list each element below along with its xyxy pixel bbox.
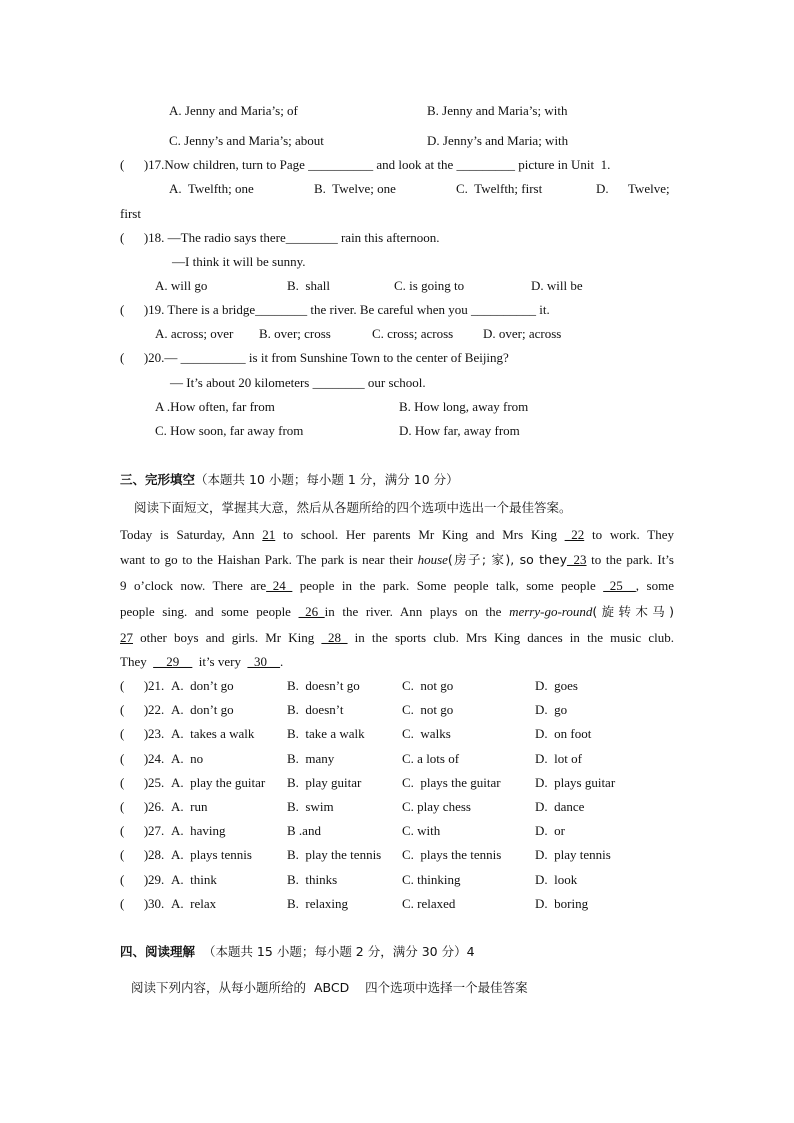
q17-option-d-cont: first	[120, 206, 141, 221]
blank-30: _30__	[247, 654, 280, 669]
blank-25: _25__	[603, 578, 636, 593]
blank: _________	[456, 157, 516, 172]
answer-paren: ( )	[120, 847, 149, 863]
cloze-option-c: C. relaxed	[402, 895, 456, 911]
cloze-option-b: B. doesn’t	[287, 702, 344, 718]
blank: __________	[180, 350, 246, 365]
answer-paren: ( )	[120, 823, 149, 839]
q19-option-a: A. across; over	[155, 326, 234, 341]
passage-line-5: 27 other boys and girls. Mr King _28_ in the sports club. Mrs King dances in the music club.	[120, 630, 674, 645]
q19-option-d: D. over; across	[483, 326, 562, 341]
cloze-option-a: A. having	[171, 823, 226, 839]
cloze-option-c: C. plays the guitar	[402, 774, 501, 790]
cloze-option-b: B. take a walk	[287, 726, 365, 742]
q18-option-d: D. will be	[531, 278, 583, 293]
question-number: 25.	[148, 774, 165, 790]
q18-reply: —I think it will be sunny.	[172, 254, 306, 269]
q18-option-a: A. will go	[155, 278, 208, 293]
question-number: 27.	[148, 823, 165, 839]
cloze-option-b: B. play the tennis	[287, 847, 382, 863]
cloze-option-b: B. relaxing	[287, 895, 349, 911]
passage-line-4: people sing. and some people _26_in the river. Ann plays on the merry-go-round(旋转木马)	[120, 604, 674, 619]
q20-reply: — It’s about 20 kilometers ________ our school.	[170, 375, 426, 390]
blank: ________	[285, 230, 338, 245]
answer-paren: ( )	[120, 230, 149, 245]
cloze-option-b: B. swim	[287, 799, 334, 814]
cloze-option-a: A. plays tennis	[171, 847, 252, 863]
answer-paren: ( )	[120, 726, 149, 742]
q17-stem: ( )17.Now children, turn to Page __________ and look at the _________ picture in Unit 1.	[120, 157, 611, 172]
section3-instruction: 阅读下面短文，掌握其大意，然后从各题所给的四个选项中选出一个最佳答案。	[134, 500, 572, 515]
cloze-option-d: D. go	[535, 702, 568, 718]
q17-option-c: C. Twelfth; first	[456, 181, 543, 196]
q16-option-c: C. Jenny’s and Maria’s; about	[169, 133, 324, 148]
cloze-option-a: A. play the guitar	[171, 774, 266, 790]
question-number: 22.	[148, 702, 165, 718]
cloze-option-a: A. relax	[171, 895, 217, 911]
question-number: 28.	[148, 847, 165, 863]
cloze-option-c: C. thinking	[402, 871, 461, 887]
q20-option-a: A .How often, far from	[155, 399, 275, 414]
q18-option-c: C. is going to	[394, 278, 465, 293]
cloze-option-b: B. doesn’t go	[287, 678, 360, 693]
cloze-option-a: A. no	[171, 750, 204, 766]
section3-title: 三、完形填空（本题共 10 小题；每小题 1 分，满分 10 分）	[120, 472, 459, 487]
answer-paren: ( )	[120, 774, 149, 790]
cloze-option-a: A. think	[171, 871, 217, 887]
cloze-option-d: D. lot of	[535, 750, 582, 766]
cloze-option-d: D. play tennis	[535, 847, 611, 863]
blank: ________	[255, 302, 308, 317]
blank-23: _23	[567, 552, 587, 567]
answer-paren: ( )	[120, 678, 149, 693]
passage-line-6: They __29__ it’s very _30__.	[120, 654, 284, 669]
blank-21: 21	[262, 527, 276, 542]
cloze-option-b: B. many	[287, 750, 335, 766]
cloze-option-d: D. dance	[535, 799, 585, 814]
question-number: 26.	[148, 799, 165, 814]
q16-option-d: D. Jenny’s and Maria; with	[427, 133, 569, 148]
question-number: 24.	[148, 750, 165, 766]
blank-26: _26_	[298, 604, 325, 619]
q20-option-d: D. How far, away from	[399, 423, 520, 438]
cloze-option-b: B. play guitar	[287, 774, 362, 790]
q19-option-b: B. over; cross	[259, 326, 331, 341]
cloze-option-d: D. goes	[535, 678, 578, 693]
q16-option-a: A. Jenny and Maria’s; of	[169, 103, 298, 118]
blank-27: 27	[120, 630, 133, 645]
cloze-option-d: D. on foot	[535, 726, 592, 742]
answer-paren: ( )	[120, 302, 149, 317]
q17-option-b: B. Twelve; one	[314, 181, 396, 196]
question-number: 23.	[148, 726, 165, 742]
passage-line-2: want to go to the Haishan Park. The park is near their house(房子; 家), so they_23 to the park. It’s	[120, 552, 674, 567]
cloze-option-c: C. a lots of	[402, 750, 460, 766]
answer-paren: ( )	[120, 350, 149, 365]
cloze-option-a: A. run	[171, 799, 208, 814]
cloze-option-b: B .and	[287, 823, 321, 839]
cloze-option-c: C. plays the tennis	[402, 847, 502, 863]
question-number: 30.	[148, 895, 165, 911]
blank-28: _28_	[321, 630, 348, 645]
cloze-option-a: A. don’t go	[171, 702, 234, 718]
q17-option-d: D. Twelve;	[596, 181, 670, 196]
q20-option-c: C. How soon, far away from	[155, 423, 304, 438]
blank-24: _24_	[266, 578, 293, 593]
question-number: 29.	[148, 871, 165, 887]
q20-option-b: B. How long, away from	[399, 399, 529, 414]
q16-option-b: B. Jenny and Maria’s; with	[427, 103, 568, 118]
blank: __________	[308, 157, 374, 172]
cloze-option-c: C. not go	[402, 678, 454, 693]
answer-paren: ( )	[120, 799, 149, 814]
cloze-option-a: A. don’t go	[171, 678, 234, 693]
passage-line-3: 9 o’clock now. There are_24_ people in the park. Some people talk, some people _25__, some	[120, 578, 674, 593]
q19-option-c: C. cross; across	[372, 326, 454, 341]
q17-option-a: A. Twelfth; one	[169, 181, 254, 196]
section4-instruction: 阅读下列内容，从每小题所给的 ABCD 四个选项中选择一个最佳答案	[131, 980, 528, 995]
cloze-option-c: C. play chess	[402, 799, 471, 814]
cloze-option-d: D. or	[535, 823, 565, 839]
q19-stem: ( )19. There is a bridge________ the river. Be careful when you __________ it.	[120, 302, 550, 317]
blank-29: __29__	[153, 654, 193, 669]
answer-paren: ( )	[120, 871, 149, 887]
blank: __________	[471, 302, 537, 317]
cloze-option-d: D. plays guitar	[535, 774, 616, 790]
cloze-option-d: D. look	[535, 871, 578, 887]
cloze-option-d: D. boring	[535, 895, 589, 911]
answer-paren: ( )	[120, 702, 149, 718]
passage-line-1: Today is Saturday, Ann 21 to school. Her parents Mr King and Mrs King _22 to work. They	[120, 527, 675, 542]
cloze-option-a: A. takes a walk	[171, 726, 255, 742]
q20-stem: ( )20.— __________ is it from Sunshine Town to the center of Beijing?	[120, 350, 509, 365]
answer-paren: ( )	[120, 157, 149, 172]
section4-title: 四、阅读理解 （本题共 15 小题；每小题 2 分，满分 30 分）4	[120, 944, 475, 959]
q18-stem: ( )18. —The radio says there________ rain this afternoon.	[120, 230, 440, 245]
cloze-option-c: C. with	[402, 823, 441, 839]
answer-paren: ( )	[120, 750, 149, 766]
blank-22: _22	[564, 527, 585, 542]
blank: ________	[312, 375, 365, 390]
question-number: 21.	[148, 678, 165, 693]
q18-option-b: B. shall	[287, 278, 330, 293]
answer-paren: ( )	[120, 895, 149, 911]
cloze-option-c: C. not go	[402, 702, 454, 718]
cloze-option-c: C. walks	[402, 726, 451, 742]
cloze-option-b: B. thinks	[287, 871, 338, 887]
